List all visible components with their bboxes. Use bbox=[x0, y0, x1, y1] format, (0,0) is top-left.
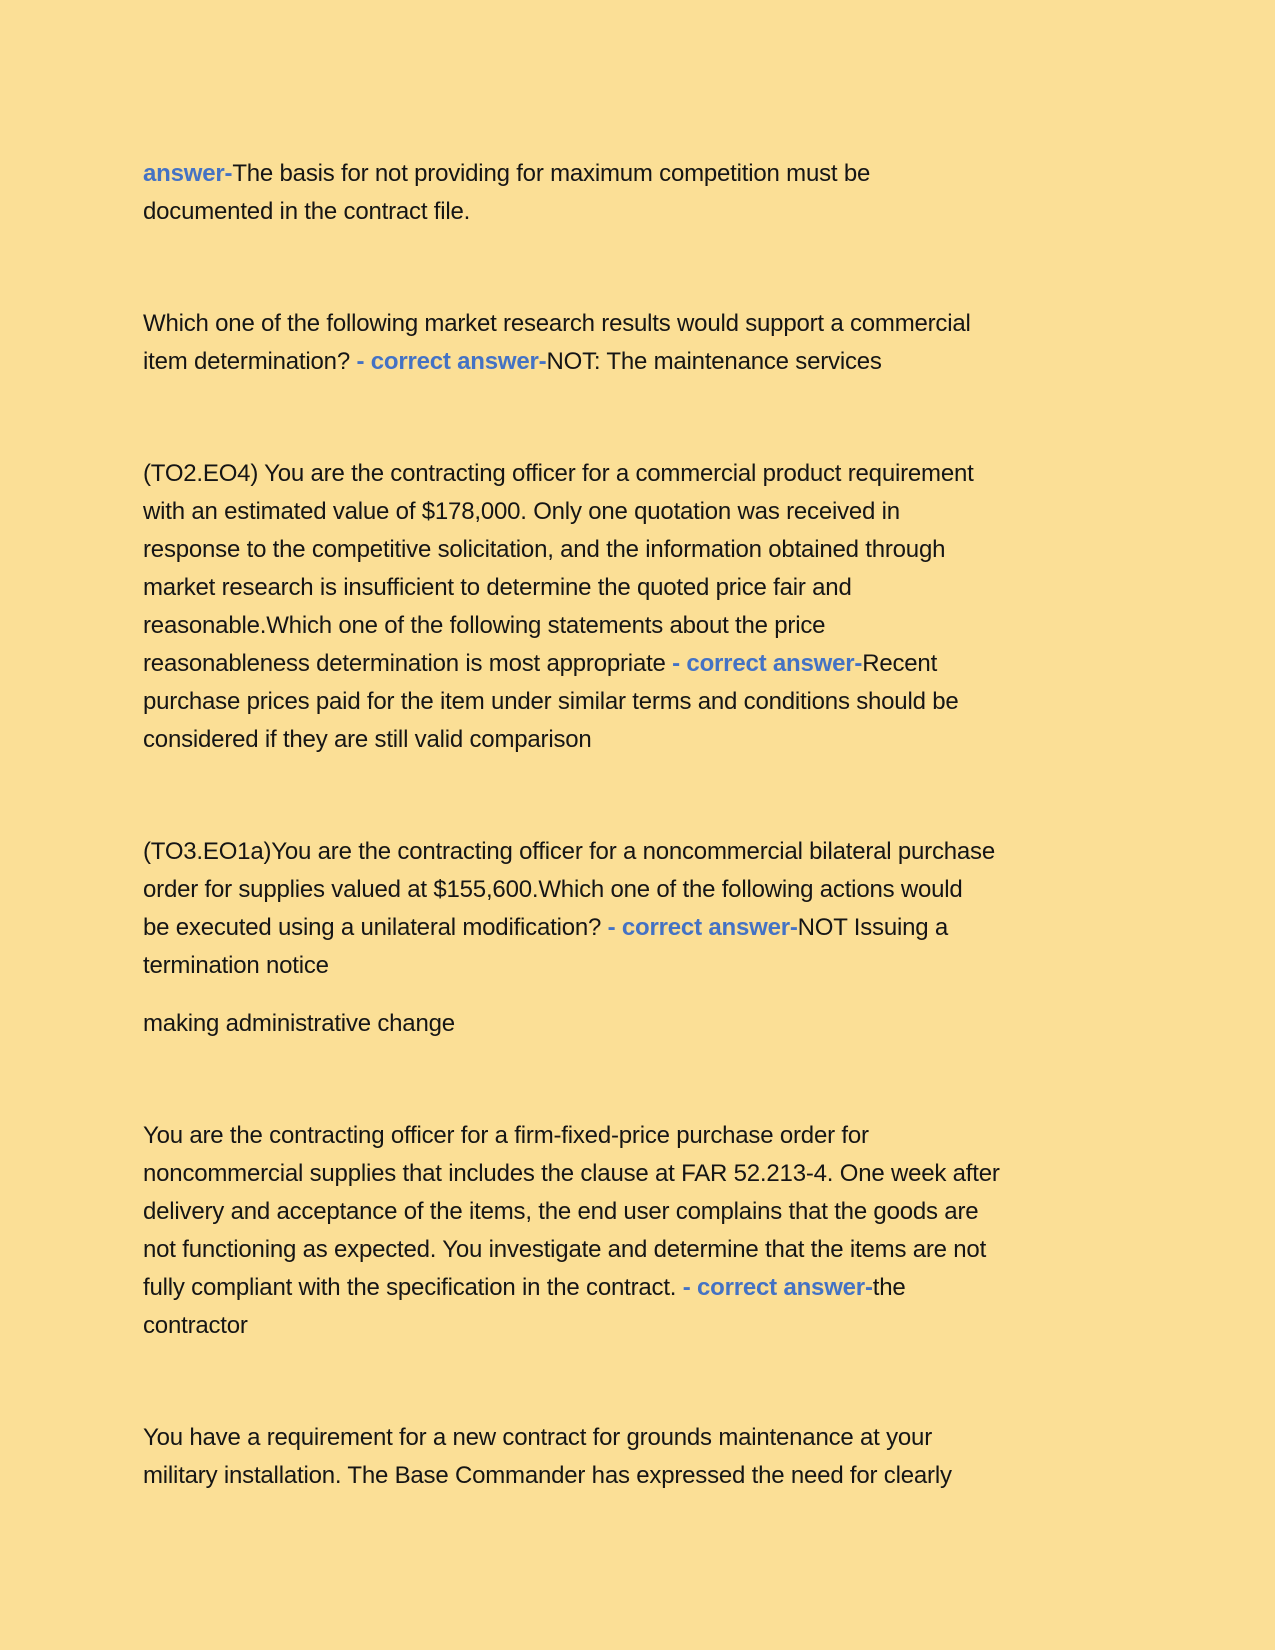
text-run: NOT: The maintenance services bbox=[546, 348, 882, 375]
text-line bbox=[143, 1193, 1153, 1231]
text-line bbox=[143, 1005, 1153, 1043]
paragraph-continued-answer-paragraph bbox=[143, 155, 1153, 231]
text-run: making administrative change bbox=[143, 1010, 455, 1037]
text-run: (TO3.EO1a)You are the contracting officer for a noncommercial bilateral purchase bbox=[143, 838, 996, 865]
text-run: military installation. The Base Commander has expressed the need for clearly bbox=[143, 1462, 952, 1489]
text-run: fully compliant with the specification in the contract. bbox=[143, 1274, 683, 1301]
text-line bbox=[143, 833, 1153, 871]
text-line bbox=[143, 1155, 1153, 1193]
text-run: reasonableness determination is most appropriate bbox=[143, 650, 673, 677]
text-line bbox=[143, 683, 1153, 721]
text-run: with an estimated value of $178,000. Only one quotation was received in bbox=[143, 498, 900, 525]
paragraph-answer-line-administrative-change bbox=[143, 1005, 1153, 1043]
text-run: not functioning as expected. You investigate and determine that the items are not bbox=[143, 1236, 987, 1263]
paragraph-question-to3-eo1a bbox=[143, 833, 1153, 985]
text-line bbox=[143, 1231, 1153, 1269]
text-line bbox=[143, 343, 1153, 381]
correct-answer-label: - correct answer- bbox=[356, 348, 547, 375]
page-content bbox=[143, 155, 1153, 1495]
text-run: be executed using a unilateral modification? bbox=[143, 914, 608, 941]
text-line bbox=[143, 531, 1153, 569]
text-run: reasonable.Which one of the following statements about the price bbox=[143, 612, 826, 639]
text-line bbox=[143, 305, 1153, 343]
text-run: response to the competitive solicitation, and the information obtained through bbox=[143, 536, 946, 563]
text-run: considered if they are still valid comparison bbox=[143, 726, 592, 753]
text-run: termination notice bbox=[143, 952, 329, 979]
text-line bbox=[143, 607, 1153, 645]
text-run: contractor bbox=[143, 1312, 248, 1339]
text-line bbox=[143, 721, 1153, 759]
text-run: market research is insufficient to determine the quoted price fair and bbox=[143, 574, 852, 601]
text-line bbox=[143, 569, 1153, 607]
text-run: noncommercial supplies that includes the clause at FAR 52.213-4. One week after bbox=[143, 1160, 1000, 1187]
paragraph-question-ffp-purchase-order bbox=[143, 1117, 1153, 1345]
text-line bbox=[143, 1117, 1153, 1155]
text-run: the bbox=[872, 1274, 906, 1301]
text-run: item determination? bbox=[143, 348, 357, 375]
text-run: Which one of the following market research results would support a commercial bbox=[143, 310, 971, 337]
text-run: delivery and acceptance of the items, the end user complains that the goods are bbox=[143, 1198, 979, 1225]
text-line bbox=[143, 871, 1153, 909]
text-line bbox=[143, 155, 1153, 193]
text-line bbox=[143, 1307, 1153, 1345]
text-line bbox=[143, 1269, 1153, 1307]
correct-answer-label: - correct answer- bbox=[672, 650, 863, 677]
text-run: order for supplies valued at $155,600.Which one of the following actions would bbox=[143, 876, 963, 903]
text-line bbox=[143, 493, 1153, 531]
text-run: The basis for not providing for maximum competition must be bbox=[232, 160, 871, 187]
paragraph-question-market-research bbox=[143, 305, 1153, 381]
text-line bbox=[143, 645, 1153, 683]
text-run: documented in the contract file. bbox=[143, 198, 471, 225]
text-line bbox=[143, 1419, 1153, 1457]
text-line bbox=[143, 455, 1153, 493]
text-run: NOT Issuing a bbox=[797, 914, 949, 941]
text-run: You are the contracting officer for a firm-fixed-price purchase order for bbox=[143, 1122, 869, 1149]
text-run: You have a requirement for a new contract for grounds maintenance at your bbox=[143, 1424, 932, 1451]
text-line bbox=[143, 1457, 1153, 1495]
text-line bbox=[143, 909, 1153, 947]
text-run: (TO2.EO4) You are the contracting officer for a commercial product requirement bbox=[143, 460, 974, 487]
text-run: purchase prices paid for the item under similar terms and conditions should be bbox=[143, 688, 959, 715]
correct-answer-label: - correct answer- bbox=[607, 914, 798, 941]
text-line bbox=[143, 947, 1153, 985]
paragraph-question-to2-eo4 bbox=[143, 455, 1153, 759]
correct-answer-label: answer- bbox=[143, 160, 233, 187]
text-run: Recent bbox=[862, 650, 938, 677]
correct-answer-label: - correct answer- bbox=[682, 1274, 873, 1301]
text-line bbox=[143, 193, 1153, 231]
paragraph-question-grounds-maintenance bbox=[143, 1419, 1153, 1495]
